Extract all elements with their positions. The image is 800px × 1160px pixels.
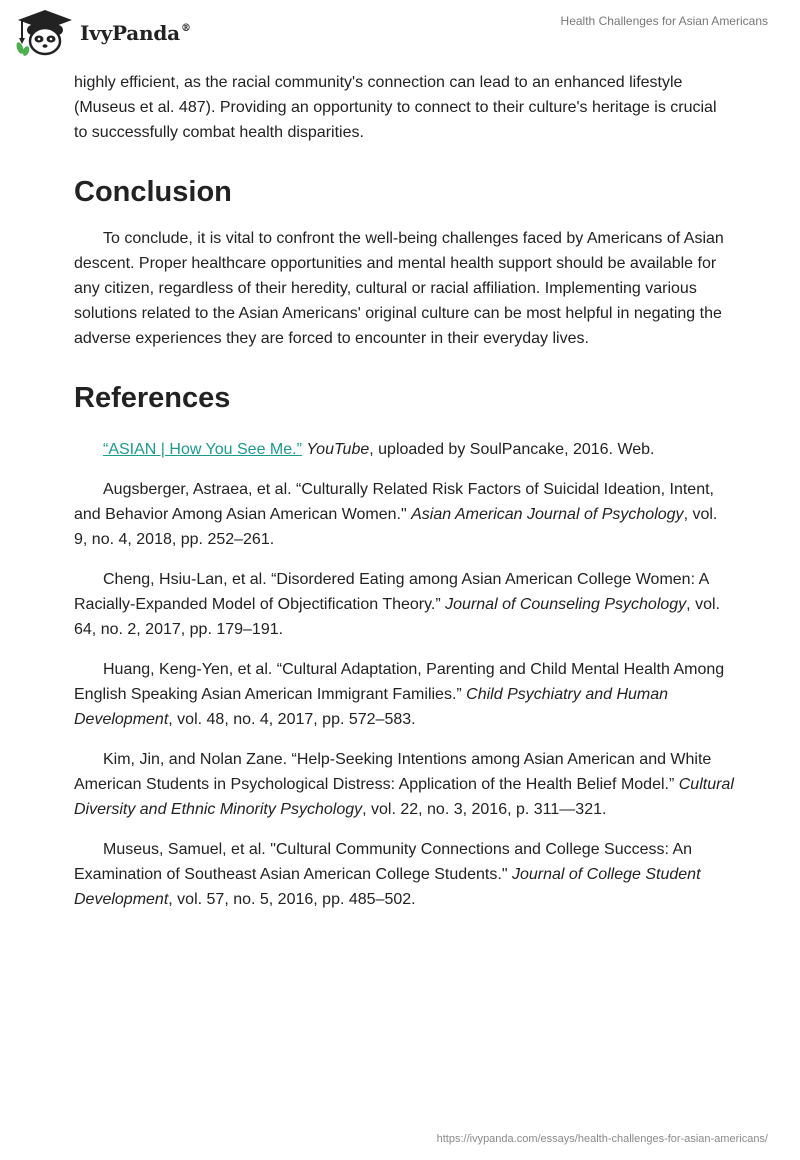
references-heading: References	[74, 382, 231, 414]
panda-graduation-cap-icon	[14, 8, 76, 58]
conclusion-heading: Conclusion	[74, 176, 232, 208]
reference-link[interactable]: “ASIAN | How You See Me.”	[103, 441, 302, 458]
reference-journal: Cultural Diversity and Ethnic Minority Psychology	[74, 776, 734, 818]
reference-item: Cheng, Hsiu-Lan, et al. “Disordered Eating among Asian American College Women: A Racially-Expanded Model of Objectification Theory.” Journal of Counseling Psychology, vol. 64, no. 2, 2017, pp. 179–191.	[74, 571, 720, 638]
reference-item: “ASIAN | How You See Me.” YouTube, uploaded by SoulPancake, 2016. Web.	[103, 441, 655, 458]
conclusion-paragraph: To conclude, it is vital to confront the well-being challenges faced by Americans of Asian descent. Proper healthcare opportunities and mental health support should be available for any citizen, regardless of their heredity, cultural or racial affiliation. Implementing various solutions related to the Asian Americans' original culture can be most helpful in negating the adverse experiences they are forced to encounter in their everyday lives.	[74, 230, 724, 347]
page-header	[0, 0, 800, 64]
brand-name: IvyPanda®	[80, 21, 191, 45]
ivypanda-logo[interactable]	[14, 8, 191, 58]
reference-source: YouTube	[306, 441, 370, 458]
reference-item: Kim, Jin, and Nolan Zane. “Help-Seeking Intentions among Asian American and White American Students in Psychological Distress: Application of the Health Belief Model.” Cultural Diversity and Ethnic Minority Psychology, vol. 22, no. 3, 2016, p. 311—321.	[74, 751, 734, 818]
reference-item: Huang, Keng-Yen, et al. “Cultural Adaptation, Parenting and Child Mental Health Among English Speaking Asian American Immigrant Families.” Child Psychiatry and Human Development, vol. 48, no. 4, 2017, pp. 572–583.	[74, 661, 725, 728]
reference-list	[74, 437, 734, 912]
reference-journal: Journal of Counseling Psychology	[445, 596, 687, 613]
document-title: Health Challenges for Asian Americans	[560, 14, 768, 28]
reference-item: Augsberger, Astraea, et al. “Culturally Related Risk Factors of Suicidal Ideation, Intent, and Behavior Among Asian American Women." Asian American Journal of Psychology, vol. 9, no. 4, 2018, pp. 252–261.	[74, 481, 718, 548]
footer-url: https://ivypanda.com/essays/health-challenges-for-asian-americans/	[436, 1133, 768, 1145]
essay-content	[74, 70, 734, 927]
intro-paragraph: highly efficient, as the racial community's connection can lead to an enhanced lifestyle (Museus et al. 487). Providing an opportunity to connect to their culture's heritage is crucial to successfully combat health disparities.	[74, 74, 717, 141]
reference-item: Museus, Samuel, et al. "Cultural Community Connections and College Success: An Examination of Southeast Asian American College Students." Journal of College Student Development, vol. 57, no. 5, 2016, pp. 485–502.	[74, 841, 701, 908]
reference-journal: Child Psychiatry and Human Development	[74, 686, 669, 728]
reference-journal: Journal of College Student Development	[74, 866, 701, 908]
reference-journal: Asian American Journal of Psychology	[411, 506, 684, 523]
